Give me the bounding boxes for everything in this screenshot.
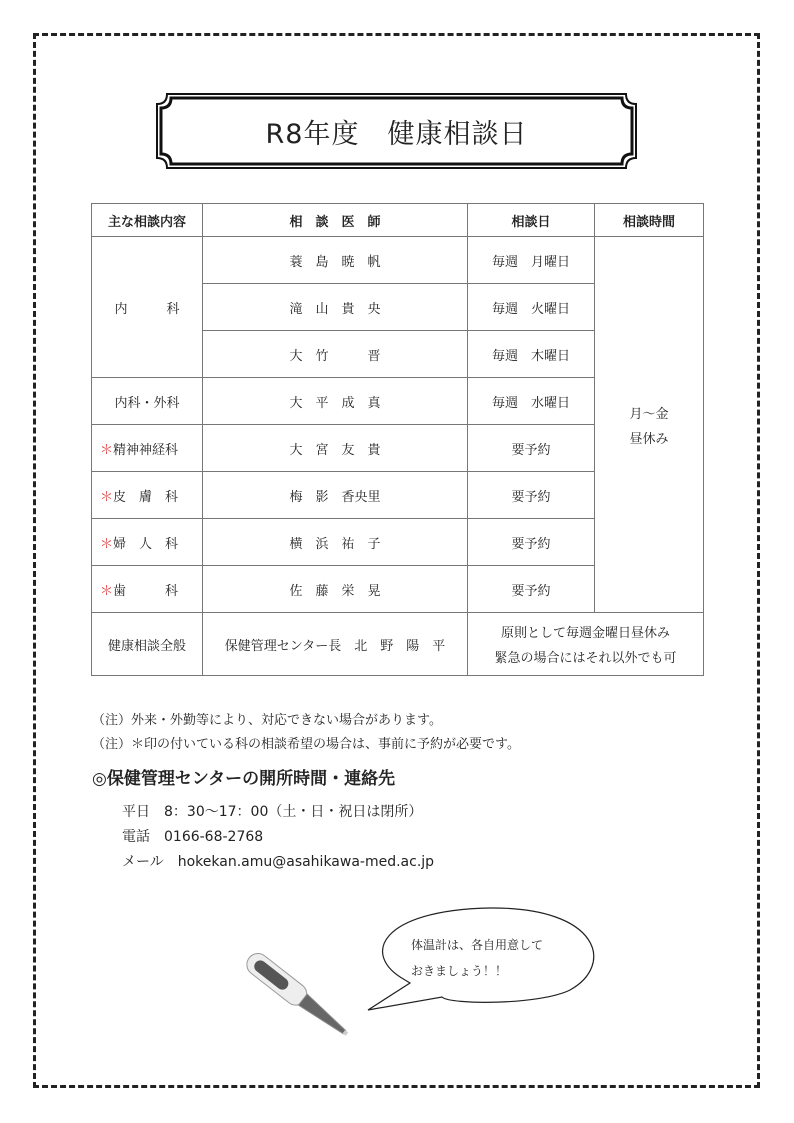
doctor-cell: 横 浜 祐 子 [203,519,468,566]
reservation-mark: ＊ [100,489,114,505]
reservation-mark: ＊ [100,583,114,599]
table-row-general [92,613,704,676]
day-cell: 毎週 水曜日 [468,378,595,425]
day-cell: 毎週 火曜日 [468,284,595,331]
dept-cell: 内 科 [92,237,203,378]
day-cell: 要予約 [468,425,595,472]
day-cell: 毎週 月曜日 [468,237,595,284]
table-row [92,237,704,284]
bubble-line2: おきましょう！！ [411,964,508,978]
note-2: （注）＊印の付いている科の相談希望の場合は、事前に予約が必要です。 [92,737,520,752]
day-cell: 毎週 木曜日 [468,331,595,378]
dept-cell [92,472,203,519]
reservation-mark: ＊ [100,442,114,458]
day-cell: 要予約 [468,472,595,519]
general-note1: 原則として毎週金曜日昼休み [500,626,670,641]
time-line1: 月～金 [629,406,669,422]
doctor-cell: 佐 藤 栄 晃 [203,566,468,613]
dept-cell [92,519,203,566]
speech-bubble [360,905,620,1015]
day-cell: 要予約 [468,566,595,613]
doctor-cell: 梅 影 香央里 [203,472,468,519]
dept-label: 婦 人 科 [113,536,179,552]
email: メール hokekan.amu@asahikawa-med.ac.jp [122,854,435,870]
table-header-row [92,204,704,237]
dept-cell: 健康相談全般 [92,613,203,676]
page-title: R8年度 健康相談日 [265,118,528,150]
header-time: 相談時間 [595,204,704,237]
phone: 電話 0166-68-2768 [122,829,264,845]
header-day: 相談日 [468,204,595,237]
dept-cell [92,566,203,613]
doctor-cell: 保健管理センター長 北 野 陽 平 [203,613,468,676]
doctor-cell: 大 竹 晋 [203,331,468,378]
time-line2: 昼休み [629,431,669,447]
note-1: （注）外来・外勤等により、対応できない場合があります。 [92,713,442,728]
dept-label: 精神神経科 [113,442,179,458]
thermometer-icon [240,950,360,1050]
time-cell [595,237,704,613]
dept-cell [92,425,203,472]
general-note-cell [468,613,704,676]
header-dept: 主な相談内容 [92,204,203,237]
dept-label: 皮 膚 科 [113,489,179,505]
dept-label: 歯 科 [113,583,179,599]
general-note2: 緊急の場合にはそれ以外でも可 [494,651,677,666]
doctor-cell: 蓑 島 暁 帆 [203,237,468,284]
bubble-line1: 体温計は、各自用意して [411,938,544,952]
day-cell: 要予約 [468,519,595,566]
doctor-cell: 大 宮 友 貴 [203,425,468,472]
header-doctor: 相 談 医 師 [203,204,468,237]
doctor-cell: 滝 山 貴 央 [203,284,468,331]
dept-cell: 内科・外科 [92,378,203,425]
reservation-mark: ＊ [100,536,114,552]
doctor-cell: 大 平 成 真 [203,378,468,425]
title-banner [155,92,638,170]
office-hours: 平日 8：30～17：00（土・日・祝日は閉所） [122,804,423,820]
contact-heading: ◎保健管理センターの開所時間・連絡先 [92,769,396,789]
consultation-table [91,203,704,676]
